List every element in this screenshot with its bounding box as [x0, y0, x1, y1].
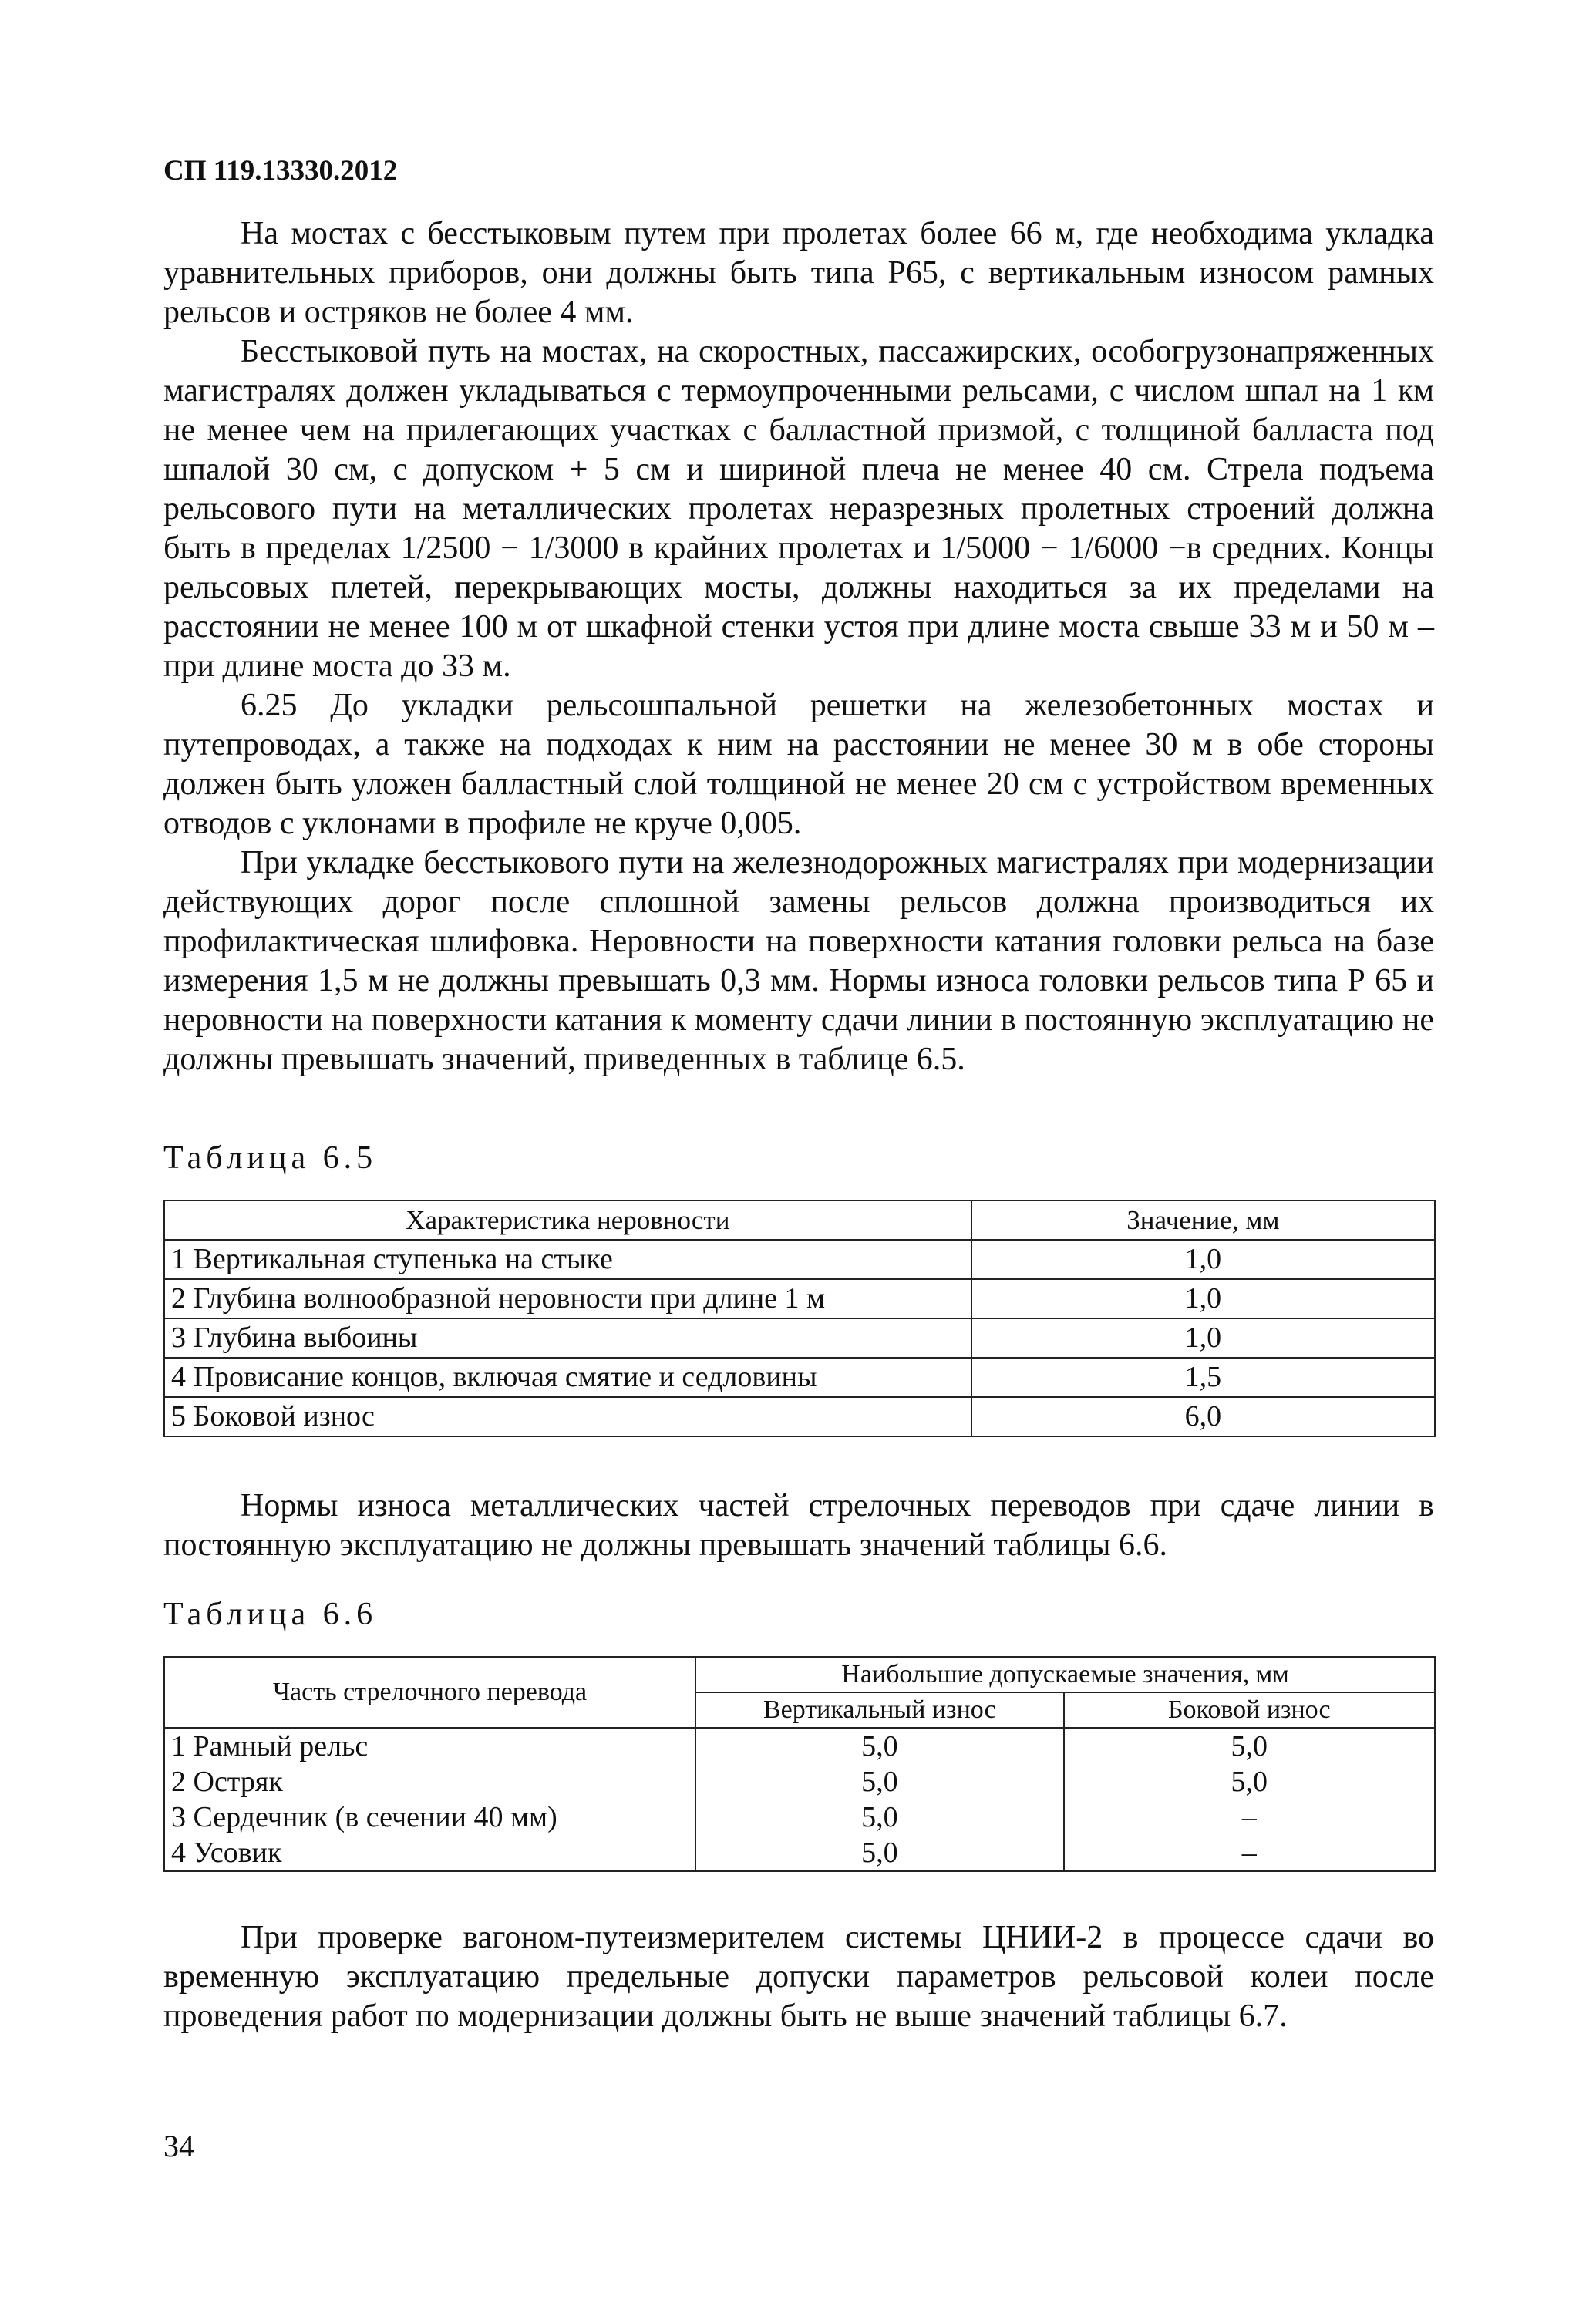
table-row	[164, 1728, 1435, 1764]
table-cell: 5 Боковой износ	[164, 1397, 971, 1436]
text-block-bottom	[163, 1918, 1434, 2036]
table-row	[164, 1318, 1435, 1358]
table-cell: 6,0	[971, 1397, 1435, 1436]
table-cell: 2 Остряк	[164, 1764, 695, 1800]
paragraph: Нормы износа металлических частей стрелочных переводов при сдаче линии в постоянную эксплуатацию не должны превышать значений таблицы 6.6.	[163, 1488, 1434, 1563]
table-cell: 5,0	[695, 1764, 1064, 1800]
text-block-middle	[163, 1486, 1434, 1565]
table-row	[164, 1764, 1435, 1800]
table-row	[164, 1358, 1435, 1397]
page-number: 34	[163, 2129, 194, 2163]
table-cell: 4 Усовик	[164, 1835, 695, 1871]
table-cell: 4 Провисание концов, включая смятие и седловины	[164, 1358, 971, 1397]
table-6-5	[163, 1200, 1436, 1437]
table-cell: 1,5	[971, 1358, 1435, 1397]
table-cell: 5,0	[695, 1835, 1064, 1871]
paragraph: При укладке бесстыкового пути на железнодорожных магистралях при модернизации действующих дорог после сплошной замены рельсов должна производиться их профилактическая шлифовка. Неровности на поверхности катания головки рельса на базе измерения 1,5 м не должны превышать 0,3 мм. Нормы износа головки рельсов типа Р 65 и неровности на поверхности катания к моменту сдачи линии в постоянную эксплуатацию не должны превышать значений, приведенных в таблице 6.5.	[163, 845, 1434, 1077]
table-row	[164, 1279, 1435, 1318]
table-cell: 5,0	[695, 1728, 1064, 1764]
document-code: СП 119.13330.2012	[163, 155, 398, 187]
table-header-cell: Значение, мм	[971, 1200, 1435, 1240]
table-cell: 3 Глубина выбоины	[164, 1318, 971, 1358]
table-row	[164, 1835, 1435, 1871]
table-6-5-caption: Таблица 6.5	[163, 1140, 378, 1176]
table-cell: 3 Сердечник (в сечении 40 мм)	[164, 1800, 695, 1835]
text-block-top	[163, 214, 1434, 1079]
table-header-cell: Характеристика неровности	[164, 1200, 971, 1240]
table-header-cell: Часть стрелочного перевода	[164, 1657, 695, 1728]
table-cell: –	[1064, 1800, 1435, 1835]
table-cell: 1 Вертикальная ступенька на стыке	[164, 1240, 971, 1279]
paragraph: На мостах с бесстыковым путем при пролетах более 66 м, где необходима укладка уравнительных приборов, они должны быть типа Р65, с вертикальным износом рамных рельсов и остряков не более 4 мм.	[163, 216, 1434, 330]
table-cell: 1 Рамный рельс	[164, 1728, 695, 1764]
paragraph: 6.25 До укладки рельсошпальной решетки на железобетонных мостах и путепроводах, а также на подходах к ним на расстоянии не менее 30 м в обе стороны должен быть уложен балластный слой толщиной не менее 20 см с устройством временных отводов с уклонами в профиле не круче 0,005.	[163, 688, 1434, 841]
table-cell: 1,0	[971, 1279, 1435, 1318]
table-cell: 5,0	[1064, 1728, 1435, 1764]
table-cell: 2 Глубина волнообразной неровности при длине 1 м	[164, 1279, 971, 1318]
table-header-row	[164, 1200, 1435, 1240]
paragraph: Бесстыковой путь на мостах, на скоростных, пассажирских, особогрузонапряженных магистралях должен укладываться с термоупроченными рельсами, с числом шпал на 1 км не менее чем на прилегающих участках с балластной призмой, с толщиной балласта под шпалой 30 см, с допуском + 5 см и шириной плеча не менее 40 см. Стрела подъема рельсового пути на металлических пролетах неразрезных пролетных строений должна быть в пределах 1/2500 − 1/3000 в крайних пролетах и 1/5000 − 1/6000 −в средних. Концы рельсовых плетей, перекрывающих мосты, должны находиться за их пределами на расстоянии не менее 100 м от шкафной стенки устоя при длине моста свыше 33 м и 50 м – при длине моста до 33 м.	[163, 334, 1434, 684]
table-header-cell: Наибольшие допускаемые значения, мм	[695, 1657, 1435, 1692]
table-header-cell: Боковой износ	[1064, 1692, 1435, 1728]
table-cell: 5,0	[695, 1800, 1064, 1835]
table-cell: –	[1064, 1835, 1435, 1871]
table-row	[164, 1240, 1435, 1279]
table-cell: 1,0	[971, 1318, 1435, 1358]
table-6-6	[163, 1656, 1436, 1872]
paragraph: При проверке вагоном-путеизмерителем системы ЦНИИ-2 в процессе сдачи во временную эксплуатацию предельные допуски параметров рельсовой колеи после проведения работ по модернизации должны быть не выше значений таблицы 6.7.	[163, 1920, 1434, 2034]
table-row	[164, 1800, 1435, 1835]
table-cell: 5,0	[1064, 1764, 1435, 1800]
table-row	[164, 1397, 1435, 1436]
table-cell: 1,0	[971, 1240, 1435, 1279]
table-6-6-caption: Таблица 6.6	[163, 1597, 378, 1632]
table-header-row	[164, 1657, 1435, 1692]
table-header-cell: Вертикальный износ	[695, 1692, 1064, 1728]
